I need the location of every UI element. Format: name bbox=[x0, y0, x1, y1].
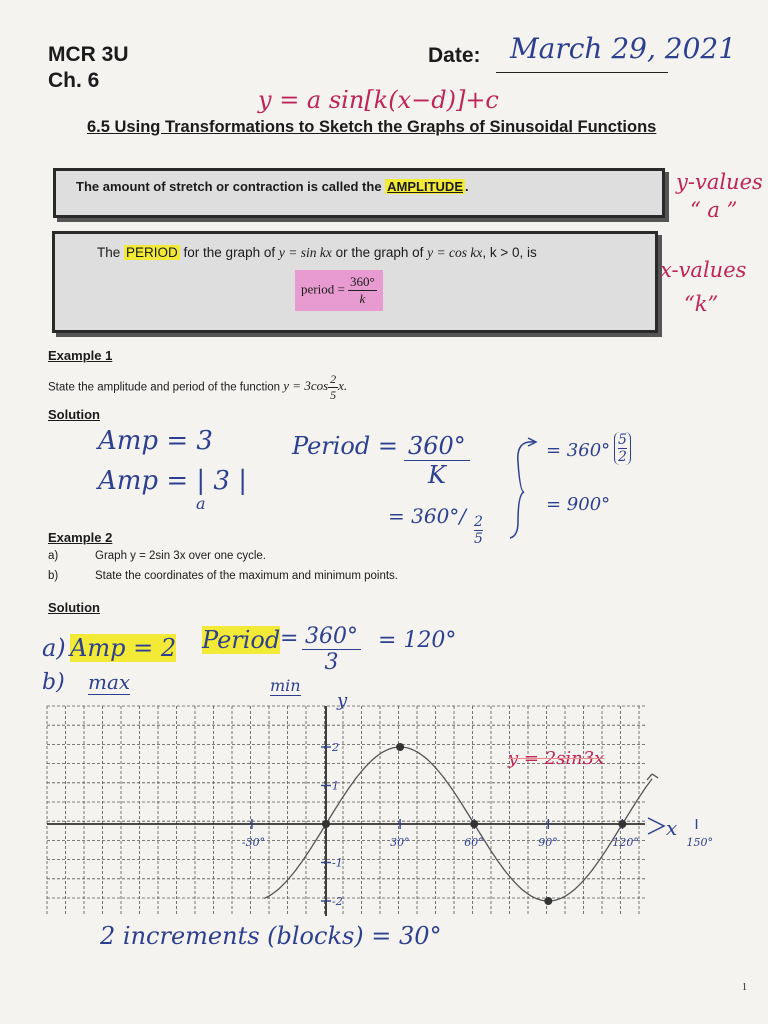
ex1-step2: = 360°/ bbox=[388, 504, 467, 528]
y-tick-label: 1 bbox=[332, 779, 339, 793]
example1-solution-heading: Solution bbox=[48, 407, 100, 422]
ex1-amp-line2: Amp = | 3 | bbox=[98, 466, 247, 496]
ex1-step2-num: 2 bbox=[474, 514, 483, 530]
page-title: 6.5 Using Transformations to Sketch the Graphs of Sinusoidal Functions bbox=[87, 118, 657, 136]
ex1-step3-num: 5 bbox=[618, 432, 627, 448]
example1-frac-den: 5 bbox=[330, 388, 337, 402]
ex1-step3-den: 2 bbox=[618, 449, 627, 465]
example1-heading: Example 1 bbox=[48, 348, 113, 363]
date-value: March 29, 2021 bbox=[510, 32, 737, 65]
x-tick-label: -30° bbox=[241, 836, 266, 849]
ex1-step3: = 360° bbox=[546, 440, 611, 461]
period-term: PERIOD bbox=[126, 245, 178, 260]
amplitude-term: AMPLITUDE bbox=[387, 179, 463, 194]
chapter: Ch. 6 bbox=[48, 69, 100, 92]
x-axis-label: x bbox=[666, 816, 678, 840]
data-point bbox=[396, 743, 404, 751]
ex2-period-label: Period bbox=[202, 626, 281, 654]
amplitude-period: . bbox=[465, 179, 469, 194]
x-tick-label: 90° bbox=[538, 836, 558, 849]
example1-function-tail: x. bbox=[338, 378, 348, 394]
example2-solution-heading: Solution bbox=[48, 600, 100, 615]
ex1-step2-den: 5 bbox=[474, 531, 483, 547]
period-numerator: 360° bbox=[350, 274, 375, 289]
x-values-note: x-values bbox=[660, 258, 747, 282]
ex2-min: min bbox=[270, 676, 301, 695]
x-tick-label: 120° bbox=[612, 836, 639, 849]
x-tick-label: 60° bbox=[464, 836, 484, 849]
data-point bbox=[322, 820, 330, 828]
period-text2: or the graph of bbox=[331, 245, 428, 260]
y-tick-label: 2 bbox=[332, 741, 339, 754]
amplitude-text: The amount of stretch or contraction is called the bbox=[76, 179, 386, 194]
ex2-period-result: = 120° bbox=[378, 628, 457, 653]
curve-label: y = 2sin3x bbox=[508, 748, 605, 769]
ex1-period-label: Period = bbox=[292, 432, 398, 460]
x-tick-label: 30° bbox=[390, 836, 410, 849]
y-values-note: y-values bbox=[676, 170, 763, 194]
date-label: Date: bbox=[428, 44, 481, 67]
period-formula-label: period = bbox=[301, 281, 349, 297]
graph-grid bbox=[47, 706, 645, 916]
example1-function-lead: y = 3cos bbox=[283, 378, 329, 394]
ex1-period-den: K bbox=[427, 461, 446, 489]
data-point bbox=[470, 820, 478, 828]
x-axis-arrow bbox=[648, 818, 664, 834]
data-point bbox=[544, 897, 552, 905]
example1-frac-num: 2 bbox=[330, 372, 337, 386]
ex2-period-num: 360° bbox=[302, 624, 361, 650]
eq-sin: y = sin kx bbox=[278, 245, 332, 260]
data-point bbox=[618, 820, 626, 828]
footer-note: 2 increments (blocks) = 30° bbox=[100, 922, 442, 950]
y-tick-label: -1 bbox=[332, 856, 343, 870]
general-formula-note: y = a sin[k(x−d)]+c bbox=[258, 86, 499, 114]
x-tick-label: 150° bbox=[686, 836, 713, 849]
y-axis-label: y bbox=[337, 690, 348, 711]
period-text1: for the graph of bbox=[179, 245, 279, 260]
ex2-max: max bbox=[88, 670, 131, 694]
ex2-part-b: b) bbox=[42, 670, 65, 695]
ex1-period-num: 360° bbox=[404, 432, 470, 461]
eq-cos: y = cos kx bbox=[427, 245, 483, 260]
a-note: “ a ” bbox=[690, 198, 738, 222]
page-number: 1 bbox=[742, 982, 747, 993]
course-code: MCR 3U bbox=[48, 43, 129, 66]
period-text3: , k > 0, is bbox=[482, 245, 537, 260]
example2-part-b-label: b) bbox=[48, 570, 59, 582]
ex2-period-den: 3 bbox=[324, 650, 339, 675]
ex2-amp-text: Amp = 2 bbox=[70, 634, 177, 662]
example2-part-a: Graph y = 2sin 3x over one cycle. bbox=[95, 550, 266, 562]
period-the: The bbox=[97, 245, 125, 260]
y-tick-label: -2 bbox=[332, 895, 343, 908]
period-denominator: k bbox=[359, 291, 366, 306]
ex1-amp-sub: a bbox=[196, 494, 206, 513]
ex1-result: = 900° bbox=[546, 494, 611, 515]
ex2-equals: = bbox=[280, 626, 299, 651]
example2-part-b: State the coordinates of the maximum and minimum points. bbox=[95, 570, 398, 582]
ex1-amp-line1: Amp = 3 bbox=[98, 426, 213, 456]
curve-arrow bbox=[647, 774, 658, 780]
example1-text: State the amplitude and period of the function bbox=[48, 381, 284, 394]
ex2-part-a: a) bbox=[42, 634, 66, 662]
k-note: “k” bbox=[684, 292, 719, 316]
example2-part-a-label: a) bbox=[48, 550, 59, 562]
example2-heading: Example 2 bbox=[48, 530, 113, 545]
